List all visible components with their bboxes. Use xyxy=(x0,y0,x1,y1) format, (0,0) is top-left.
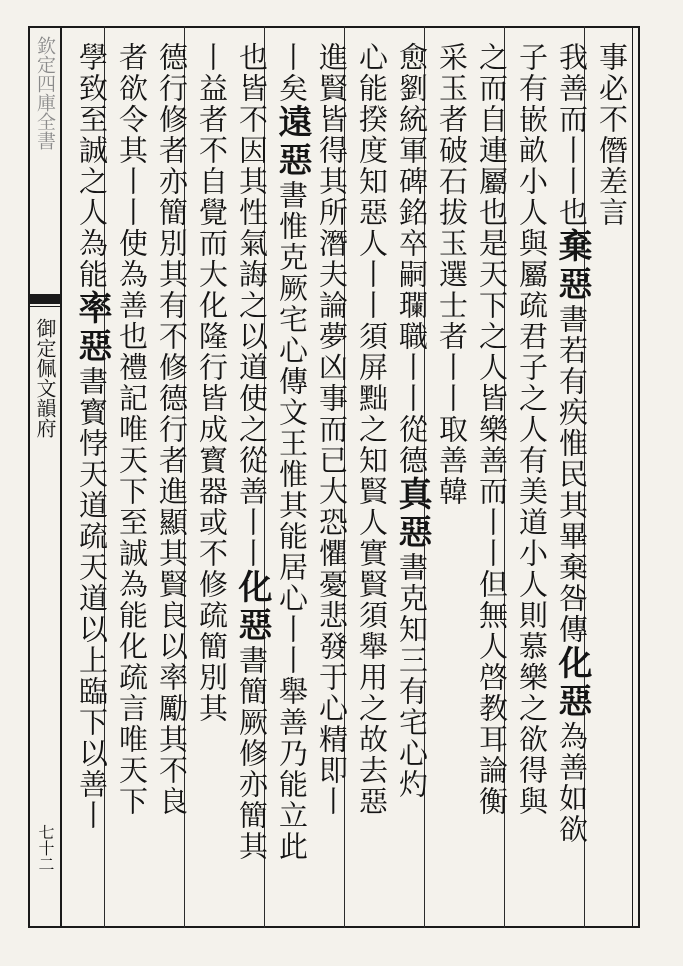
text-column-4: 之而自連屬也是天下之人皆樂善而丨丨但無人啓教耳論衡 xyxy=(475,42,509,817)
page-number: 七十二 xyxy=(36,824,55,872)
text-column-3: 子有嵌畝小人與屬疏君子之人有美道小人則慕樂之欲得與 xyxy=(515,42,549,817)
fold-line xyxy=(28,306,62,307)
page-border-right xyxy=(632,26,633,928)
headword: 遠惡 xyxy=(272,104,312,180)
headword: 棄惡 xyxy=(552,228,592,304)
text-column-13: 者欲令其丨丨使為善也禮記唯天下至誠為能化疏言唯天下 xyxy=(115,42,149,817)
text-column-11: 丨益者不自覺而大化隆行皆成寳器或不修疏簡別其 xyxy=(195,42,229,724)
text-column-7: 心能揆度知惡人丨丨須屏黜之知賢人實賢須舉用之故去惡 xyxy=(355,42,389,817)
text-column-5: 采玉者破石拔玉選士者丨丨取善韓 xyxy=(435,42,469,507)
headword: 化惡 xyxy=(232,569,272,645)
text-column-10: 也皆不因其性氣誨之以道使之從善丨丨化惡書簡厥修亦簡其 xyxy=(232,42,272,862)
collection-title: 欽定四庫全書 xyxy=(34,36,56,150)
headword: 化惡 xyxy=(552,645,592,721)
text-column-9: 丨矣遠惡書惟克厥宅心傳文王惟其能居心丨丨舉善乃能立此 xyxy=(272,42,312,862)
text-column-14: 學致至誠之人為能率惡書寳悖天道疏天道以上臨下以善丨 xyxy=(72,42,112,831)
text-column-2: 我善而丨丨也棄惡書若有疾惟民其畢棄咎傳化惡為善如欲 xyxy=(552,42,592,845)
book-title: 御定佩文韻府 xyxy=(33,318,57,438)
text-column-1: 事必不僭差言 xyxy=(595,42,629,228)
text-column-12: 德行修者亦簡別其有不修德行者進顯其賢良以率勵其不良 xyxy=(155,42,189,817)
text-column-6: 愈劉統軍碑銘卒嗣瓓職丨丨從德真惡書克知三有宅心灼 xyxy=(392,42,432,800)
fold-mark xyxy=(28,294,62,304)
headword: 真惡 xyxy=(392,476,432,552)
headword: 率惡 xyxy=(72,290,112,366)
margin-strip xyxy=(28,26,62,928)
text-column-8: 進賢皆得其所潛夫論夢凶事而已大恐懼憂悲發于心精即丨 xyxy=(315,42,349,817)
